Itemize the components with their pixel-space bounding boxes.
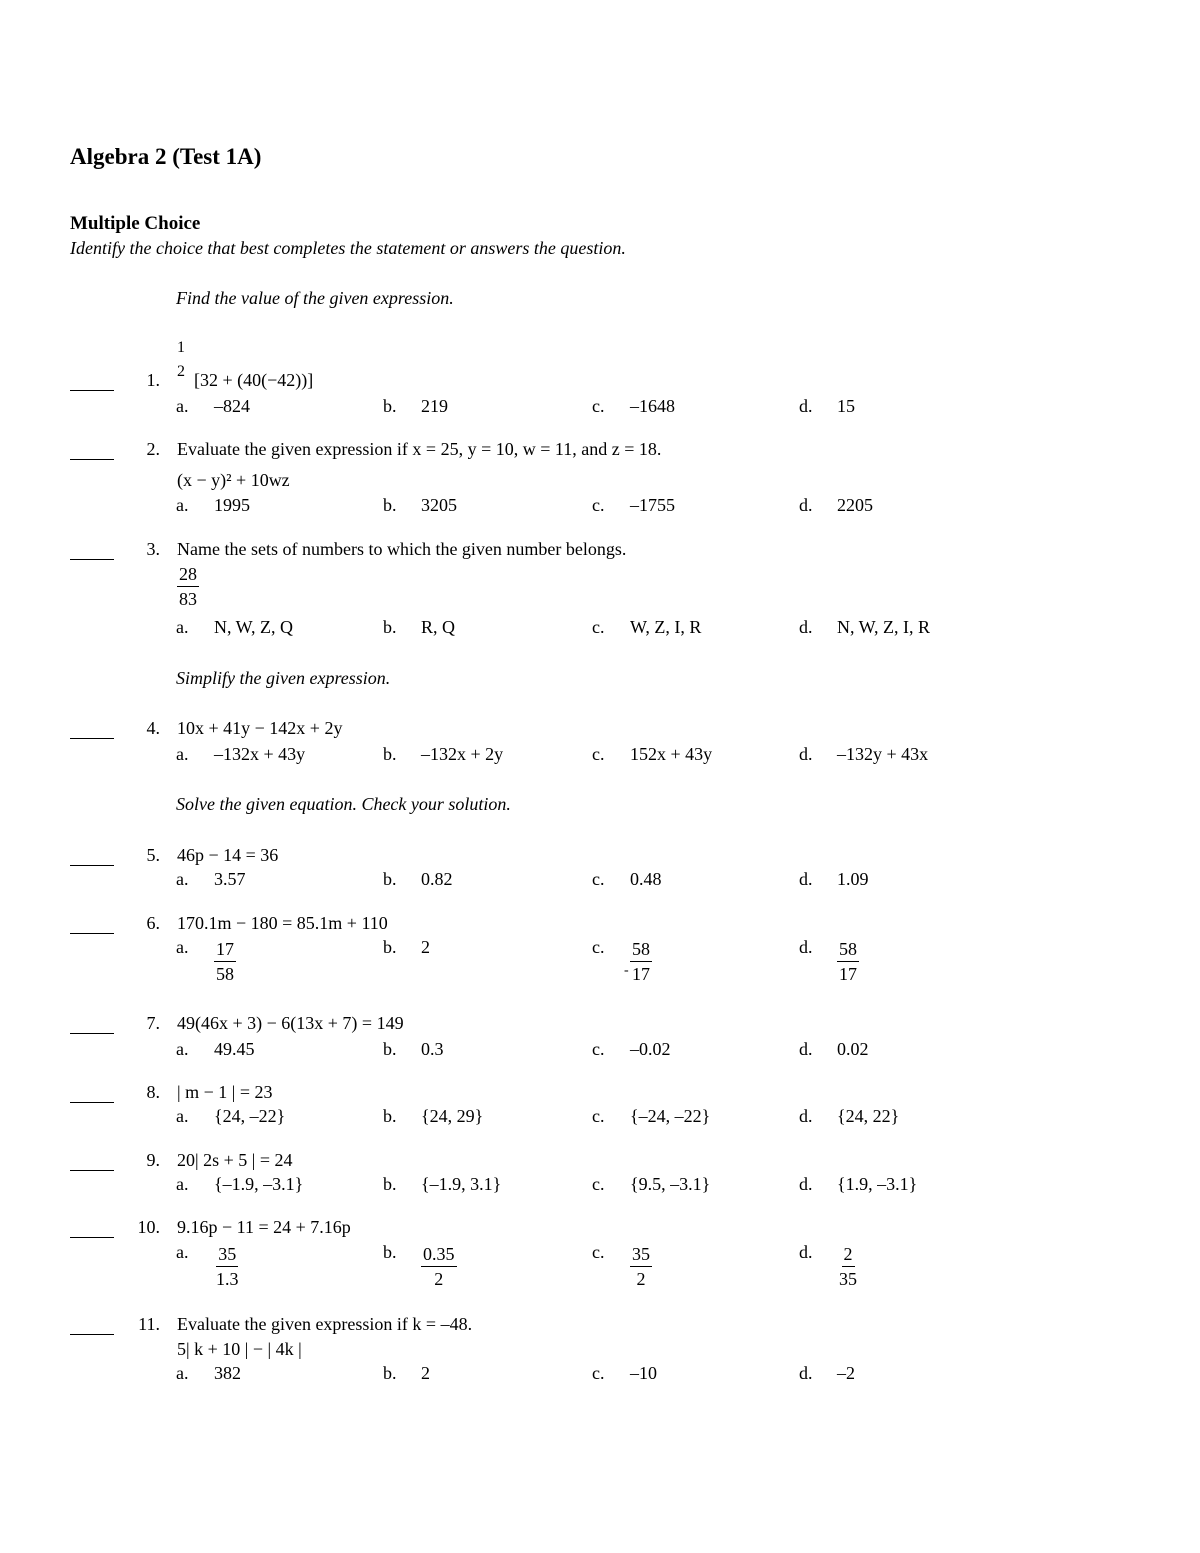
- choice-value: 2: [421, 1363, 430, 1383]
- choice-letter: b.: [383, 869, 397, 889]
- choice-letter: a.: [176, 1039, 189, 1059]
- choice-a: [176, 744, 305, 765]
- choice-letter: b.: [383, 744, 397, 764]
- question-number: 5.: [146, 845, 160, 865]
- choice-letter: c.: [592, 869, 605, 889]
- question-number: 7.: [146, 1013, 160, 1033]
- choice-d: [799, 617, 930, 638]
- choice-value: {24, –22}: [214, 1106, 286, 1126]
- choice-letter: a.: [176, 396, 189, 416]
- choice-letter: d.: [799, 1174, 813, 1194]
- choice-a: [176, 1106, 285, 1127]
- choice-letter: b.: [383, 617, 397, 637]
- choice-fraction: [837, 937, 859, 986]
- choice-b: [383, 1106, 483, 1127]
- question-number: 10.: [137, 1217, 160, 1237]
- choice-b: [383, 617, 455, 638]
- choice-d: [799, 1174, 917, 1195]
- question-stem: Evaluate the given expression if k = –48.: [177, 1314, 473, 1334]
- denominator: 83: [179, 589, 197, 609]
- choice-value: 2205: [837, 495, 873, 515]
- choice-letter: b.: [383, 495, 397, 515]
- choice-letter: b.: [383, 1174, 397, 1194]
- choice-letter: c.: [592, 1242, 605, 1262]
- choice-value: 0.48: [630, 869, 662, 889]
- fraction-sign: -: [624, 963, 629, 978]
- choice-value: 0.82: [421, 869, 453, 889]
- choice-letter: b.: [383, 937, 397, 957]
- choice-d: [799, 396, 855, 417]
- choice-c: [592, 617, 701, 638]
- choice-letter: c.: [592, 1174, 605, 1194]
- choice-b: [383, 396, 448, 417]
- section-title: Multiple Choice: [70, 213, 201, 234]
- denominator: 58: [216, 964, 234, 984]
- choice-value: 0.02: [837, 1039, 869, 1059]
- choice-letter: c.: [592, 617, 605, 637]
- numerator: 17: [214, 937, 236, 962]
- choice-d: [799, 937, 859, 986]
- choice-value: –10: [630, 1363, 657, 1383]
- stem-fraction: [175, 336, 187, 384]
- question-stem: [32 + (40(−42))]: [194, 370, 314, 390]
- numerator: 1: [177, 339, 185, 356]
- choice-value: {–1.9, 3.1}: [421, 1174, 502, 1194]
- choice-letter: a.: [176, 495, 189, 515]
- question-number: 3.: [146, 539, 160, 559]
- choice-c: [592, 1106, 710, 1127]
- choice-value: 0.3: [421, 1039, 444, 1059]
- choice-letter: a.: [176, 1242, 189, 1262]
- question-number: 2.: [146, 439, 160, 459]
- choice-letter: c.: [592, 937, 605, 957]
- choice-d: [799, 1106, 899, 1127]
- choice-value: 49.45: [214, 1039, 255, 1059]
- choice-letter: c.: [592, 1039, 605, 1059]
- numerator: 28: [177, 562, 199, 587]
- choice-value: 15: [837, 396, 855, 416]
- choice-value: 1.09: [837, 869, 869, 889]
- choice-a: [176, 1242, 241, 1291]
- choice-letter: d.: [799, 1039, 813, 1059]
- section-instructions: Identify the choice that best completes the statement or answers the question.: [70, 238, 626, 258]
- stem-fraction: [177, 562, 199, 611]
- choice-letter: d.: [799, 396, 813, 416]
- choice-letter: c.: [592, 1106, 605, 1126]
- choice-value: 219: [421, 396, 448, 416]
- choice-fraction: [214, 1242, 241, 1291]
- choice-letter: a.: [176, 617, 189, 637]
- question-stem: | m − 1 | = 23: [177, 1082, 273, 1102]
- choice-value: {–24, –22}: [630, 1106, 711, 1126]
- choice-letter: b.: [383, 1363, 397, 1383]
- choice-c: [592, 1039, 671, 1060]
- choice-c: [592, 869, 662, 890]
- question-number: 9.: [146, 1150, 160, 1170]
- choice-letter: d.: [799, 1242, 813, 1262]
- choice-b: [383, 1363, 430, 1384]
- choice-b: [383, 1039, 444, 1060]
- choice-letter: d.: [799, 869, 813, 889]
- question-stem: 20| 2s + 5 | = 24: [177, 1150, 293, 1170]
- numerator: 35: [216, 1242, 238, 1267]
- choice-b: [383, 495, 457, 516]
- question-stem: 10x + 41y − 142x + 2y: [177, 718, 343, 738]
- denominator: 2: [434, 1269, 444, 1289]
- choice-b: [383, 1174, 501, 1195]
- question-stem: Name the sets of numbers to which the given number belongs.: [177, 539, 627, 559]
- choice-d: [799, 1039, 869, 1060]
- choice-d: [799, 1363, 855, 1384]
- choice-c: [592, 396, 675, 417]
- choice-letter: b.: [383, 1106, 397, 1126]
- choice-letter: d.: [799, 744, 813, 764]
- choice-a: [176, 937, 236, 986]
- denominator: 1.3: [216, 1269, 239, 1289]
- choice-value: 1995: [214, 495, 250, 515]
- choice-value: –2: [837, 1363, 855, 1383]
- choice-letter: a.: [176, 1106, 189, 1126]
- directions-solve: Solve the given equation. Check your solution.: [176, 794, 511, 814]
- denominator: 17: [632, 964, 650, 984]
- numerator: 2: [842, 1242, 855, 1267]
- question-number: 6.: [146, 913, 160, 933]
- choice-letter: c.: [592, 495, 605, 515]
- choice-value: 3.57: [214, 869, 246, 889]
- choice-value: –1648: [630, 396, 675, 416]
- question-stem: 46p − 14 = 36: [177, 845, 279, 865]
- choice-value: 2: [421, 937, 430, 957]
- choice-a: [176, 869, 246, 890]
- choice-letter: d.: [799, 1363, 813, 1383]
- question-stem: 9.16p − 11 = 24 + 7.16p: [177, 1217, 351, 1237]
- choice-b: [383, 937, 430, 958]
- choice-letter: d.: [799, 1106, 813, 1126]
- denominator: 2: [177, 363, 185, 380]
- choice-letter: d.: [799, 937, 813, 957]
- question-stem: 170.1m − 180 = 85.1m + 110: [177, 913, 388, 933]
- choice-value: –132y + 43x: [837, 744, 929, 764]
- question-number: 8.: [146, 1082, 160, 1102]
- choice-c: [592, 744, 712, 765]
- choice-d: [799, 495, 873, 516]
- choice-value: 382: [214, 1363, 241, 1383]
- choice-d: [799, 744, 928, 765]
- choice-letter: a.: [176, 869, 189, 889]
- directions-find-value: Find the value of the given expression.: [176, 288, 454, 308]
- choice-d: [799, 869, 869, 890]
- page-title: Algebra 2 (Test 1A): [70, 144, 262, 169]
- question-expression: (x − y)² + 10wz: [177, 470, 290, 490]
- choice-a: [176, 1039, 255, 1060]
- choice-b: [383, 1242, 457, 1291]
- choice-a: [176, 396, 250, 417]
- choice-value: 3205: [421, 495, 457, 515]
- choice-value: {–1.9, –3.1}: [214, 1174, 304, 1194]
- choice-c: [592, 1174, 710, 1195]
- choice-letter: b.: [383, 1039, 397, 1059]
- choice-value: {9.5, –3.1}: [630, 1174, 711, 1194]
- choice-value: 152x + 43y: [630, 744, 713, 764]
- choice-letter: c.: [592, 744, 605, 764]
- choice-value: N, W, Z, Q: [214, 617, 294, 637]
- choice-fraction: [214, 937, 236, 986]
- numerator: 0.35: [421, 1242, 457, 1267]
- choice-value: –132x + 43y: [214, 744, 306, 764]
- denominator: 35: [839, 1269, 857, 1289]
- choice-value: –824: [214, 396, 250, 416]
- numerator: 58: [630, 937, 652, 962]
- choice-value: W, Z, I, R: [630, 617, 702, 637]
- choice-fraction: [630, 1242, 652, 1291]
- choice-d: [799, 1242, 859, 1291]
- choice-a: [176, 1174, 303, 1195]
- choice-letter: c.: [592, 396, 605, 416]
- choice-value: {24, 29}: [421, 1106, 484, 1126]
- choice-a: [176, 495, 250, 516]
- choice-letter: b.: [383, 396, 397, 416]
- denominator: 17: [839, 964, 857, 984]
- choice-b: [383, 869, 453, 890]
- choice-value: –1755: [630, 495, 675, 515]
- question-stem: 49(46x + 3) − 6(13x + 7) = 149: [177, 1013, 404, 1033]
- choice-letter: a.: [176, 937, 189, 957]
- choice-c: [592, 1242, 652, 1291]
- choice-letter: d.: [799, 495, 813, 515]
- directions-simplify: Simplify the given expression.: [176, 668, 391, 688]
- choice-letter: a.: [176, 1363, 189, 1383]
- numerator: 35: [630, 1242, 652, 1267]
- choice-value: –132x + 2y: [421, 744, 504, 764]
- choice-a: [176, 1363, 241, 1384]
- choice-fraction: [421, 1242, 457, 1291]
- numerator: 58: [837, 937, 859, 962]
- choice-c: [592, 937, 652, 986]
- denominator: 2: [636, 1269, 646, 1289]
- question-number: 1.: [146, 370, 160, 390]
- choice-letter: c.: [592, 1363, 605, 1383]
- choice-c: [592, 495, 675, 516]
- choice-fraction: [837, 1242, 859, 1291]
- choice-fraction: [624, 937, 652, 986]
- choice-value: –0.02: [630, 1039, 671, 1059]
- choice-c: [592, 1363, 657, 1384]
- question-number: 11.: [138, 1314, 160, 1334]
- choice-letter: a.: [176, 744, 189, 764]
- choice-value: R, Q: [421, 617, 456, 637]
- choice-letter: a.: [176, 1174, 189, 1194]
- choice-value: {24, 22}: [837, 1106, 900, 1126]
- choice-b: [383, 744, 503, 765]
- question-expression: 5| k + 10 | − | 4k |: [177, 1339, 302, 1359]
- choice-letter: b.: [383, 1242, 397, 1262]
- choice-letter: d.: [799, 617, 813, 637]
- question-number: 4.: [146, 718, 160, 738]
- question-stem: Evaluate the given expression if x = 25, y = 10, w = 11, and z = 18.: [177, 439, 662, 459]
- choice-value: {1.9, –3.1}: [837, 1174, 918, 1194]
- choice-value: N, W, Z, I, R: [837, 617, 931, 637]
- choice-a: [176, 617, 293, 638]
